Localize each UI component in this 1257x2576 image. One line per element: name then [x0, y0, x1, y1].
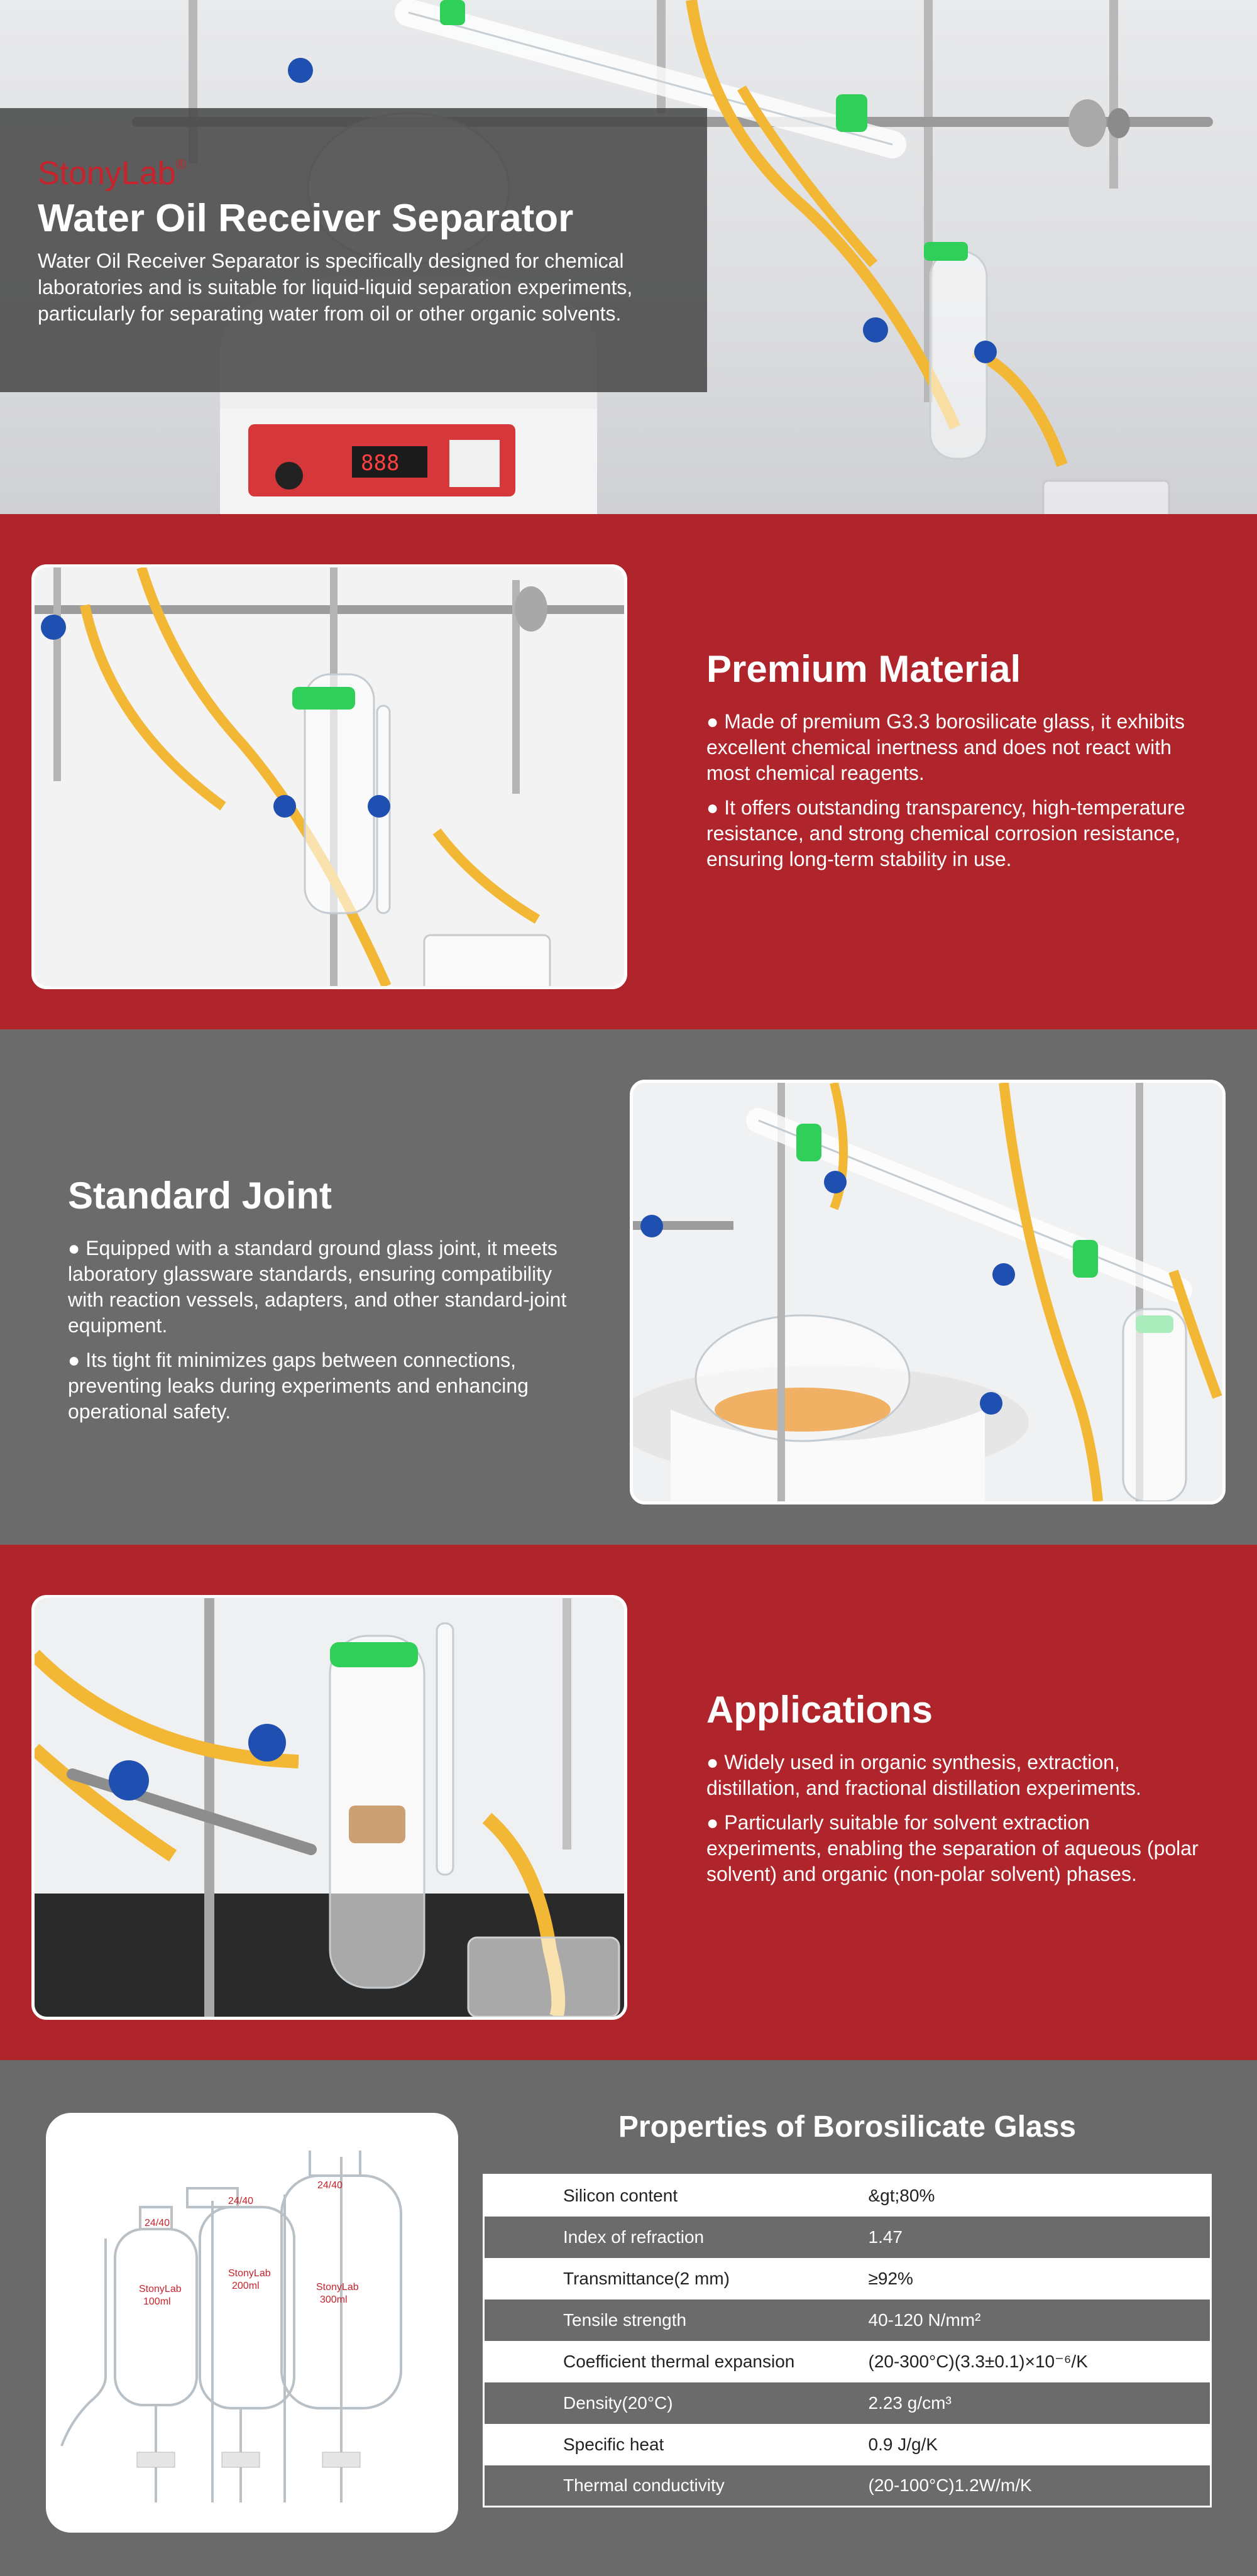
- bullet-item: ● It offers outstanding transparency, high-temperature resistance, and strong chemical corrosion resistance, ensuring long-term stability in use.: [706, 796, 1185, 870]
- product-brand-label: StonyLab: [228, 2268, 271, 2279]
- product-joint-label: 24/40: [145, 2218, 170, 2228]
- property-value: 1.47: [869, 2217, 1211, 2258]
- table-row: [484, 2299, 1211, 2341]
- svg-text:888: 888: [361, 451, 400, 476]
- section-standard-joint: [0, 1029, 1257, 1545]
- table-row: [484, 2175, 1211, 2217]
- standard-joint-photo: [630, 1080, 1226, 1504]
- property-name: Coefficient thermal expansion: [484, 2341, 869, 2382]
- page-title: Water Oil Receiver Separator: [38, 197, 574, 240]
- table-row: [484, 2382, 1211, 2424]
- property-name: Specific heat: [484, 2424, 869, 2465]
- property-name: Tensile strength: [484, 2299, 869, 2341]
- table-row: [484, 2341, 1211, 2382]
- product-brand-label: StonyLab: [139, 2284, 182, 2294]
- premium-material-photo: [31, 564, 627, 989]
- table-row: [484, 2217, 1211, 2258]
- property-value: 0.9 J/g/K: [869, 2424, 1211, 2465]
- section-premium-material: [0, 514, 1257, 1029]
- property-name: Density(20°C): [484, 2382, 869, 2424]
- property-name: Index of refraction: [484, 2217, 869, 2258]
- hero-banner: [0, 0, 1257, 514]
- property-value: 2.23 g/cm³: [869, 2382, 1211, 2424]
- section-title: Premium Material: [706, 648, 1021, 690]
- standard-joint-bullets: [68, 1236, 583, 1433]
- section-title: Applications: [706, 1689, 933, 1731]
- table-row: [484, 2465, 1211, 2507]
- product-joint-label: 24/40: [228, 2196, 254, 2206]
- product-volume-label: 100ml: [143, 2296, 171, 2307]
- property-value: ≥92%: [869, 2258, 1211, 2299]
- property-value: (20-300°C)(3.3±0.1)×10⁻⁶/K: [869, 2341, 1211, 2382]
- properties-table: [483, 2174, 1212, 2507]
- table-row: [484, 2424, 1211, 2465]
- product-volume-label: 300ml: [320, 2294, 348, 2305]
- bullet-item: ● Particularly suitable for solvent extraction experiments, enabling the separation of aqueous (polar solvent) and organic (non-polar solvent) phases.: [706, 1811, 1199, 1885]
- hero-description: Water Oil Receiver Separator is specifically designed for chemical laboratories and is suitable for liquid-liquid separation experiments, particularly for separating water from oil or other organic solvents.: [38, 249, 633, 325]
- product-variants-image: [46, 2113, 458, 2533]
- property-name: Silicon content: [484, 2175, 869, 2217]
- bullet-item: ● Made of premium G3.3 borosilicate glass, it exhibits excellent chemical inertness and does not react with most chemical reagents.: [706, 710, 1185, 784]
- property-value: &gt;80%: [869, 2175, 1211, 2217]
- table-row: [484, 2258, 1211, 2299]
- section-applications: [0, 1545, 1257, 2060]
- property-name: Thermal conductivity: [484, 2465, 869, 2507]
- property-value: (20-100°C)1.2W/m/K: [869, 2465, 1211, 2507]
- product-brand-label: StonyLab: [316, 2282, 359, 2293]
- bullet-item: ● Widely used in organic synthesis, extraction, distillation, and fractional distillation experiments.: [706, 1751, 1141, 1799]
- property-name: Transmittance(2 mm): [484, 2258, 869, 2299]
- section-title: Standard Joint: [68, 1175, 332, 1217]
- properties-title: Properties of Borosilicate Glass: [618, 2110, 1077, 2144]
- bullet-item: ● Equipped with a standard ground glass joint, it meets laboratory glassware standards, ensuring compatibility with reaction vessels, adapters, and other standard-joint equipment.: [68, 1237, 567, 1337]
- product-joint-label: 24/40: [317, 2180, 343, 2191]
- product-volume-label: 200ml: [232, 2281, 260, 2291]
- property-value: 40-120 N/mm²: [869, 2299, 1211, 2341]
- bullet-item: ● Its tight fit minimizes gaps between connections, preventing leaks during experiments and enhancing operational safety.: [68, 1349, 529, 1423]
- applications-bullets: [706, 1750, 1209, 1896]
- premium-material-bullets: [706, 709, 1203, 881]
- applications-photo: [31, 1595, 627, 2020]
- brand-logo: StonyLab®: [38, 155, 186, 192]
